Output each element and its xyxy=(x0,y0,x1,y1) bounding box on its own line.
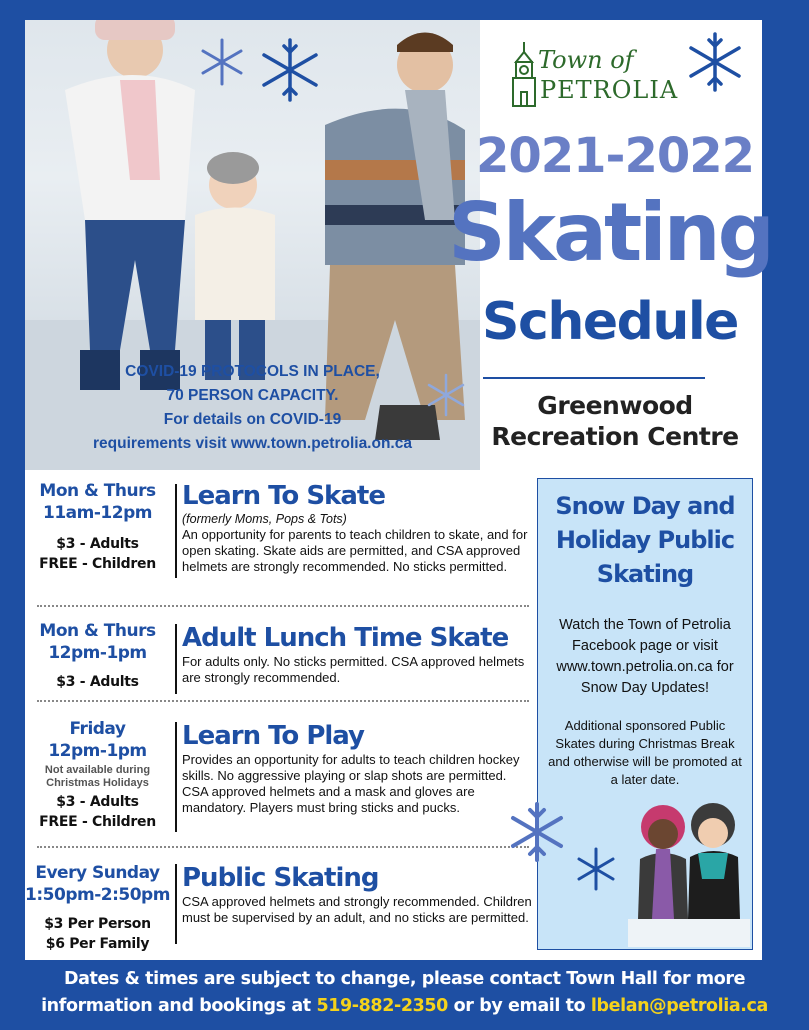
session-price: $3 Per Person xyxy=(44,916,151,932)
session-title: Public Skating xyxy=(182,863,379,893)
session-time: 12pm-1pm xyxy=(48,741,147,761)
vertical-divider xyxy=(175,484,177,578)
session-price: $6 Per Family xyxy=(45,936,150,952)
session-time-block xyxy=(25,480,170,574)
footer-line-1: Dates & times are subject to change, please contact Town Hall for more xyxy=(63,969,746,989)
session-title: Learn To Play xyxy=(182,721,364,751)
town-logo xyxy=(510,40,690,110)
title-sub: Schedule xyxy=(482,292,738,352)
schedule-row xyxy=(25,862,530,962)
covid-line-2: 70 PERSON CAPACITY. xyxy=(166,387,339,404)
snowflake-icon xyxy=(683,30,747,94)
session-subtitle: (formerly Moms, Pops & Tots) xyxy=(182,512,347,526)
town-hall-icon xyxy=(510,40,538,108)
email-address: lbelan@petrolia.ca xyxy=(590,996,768,1016)
snow-day-heading: Snow Day and Holiday Public Skating xyxy=(555,492,735,588)
logo-line-1: Town of xyxy=(538,46,634,74)
session-price: $3 - Adults xyxy=(56,674,139,690)
session-description xyxy=(182,480,532,575)
snow-day-info: Watch the Town of Petrolia Facebook page or visit www.town.petrolia.on.ca for Snow Day Updates! xyxy=(556,617,734,696)
session-time-block xyxy=(25,620,170,692)
session-description xyxy=(182,622,532,686)
session-body: CSA approved helmets and strongly recommended. Children must be supervised by an adult, and no sticks are permitted. xyxy=(182,894,532,925)
season-years: 2021-2022 xyxy=(475,128,755,184)
dotted-separator xyxy=(37,846,529,848)
venue-line-2: Recreation Centre xyxy=(491,422,739,451)
session-title: Learn To Skate xyxy=(182,481,385,511)
vertical-divider xyxy=(175,624,177,694)
session-day: Mon & Thurs xyxy=(39,621,156,641)
logo-line-2: PETROLIA xyxy=(540,76,679,104)
schedule-row xyxy=(25,620,530,700)
covid-notice xyxy=(25,360,480,456)
session-note: Not available during Christmas Holidays xyxy=(44,764,151,789)
footer-notice xyxy=(0,966,809,1020)
session-time-block xyxy=(25,718,170,832)
covid-line-1: COVID-19 PROTOCOLS IN PLACE, xyxy=(125,363,380,380)
session-description xyxy=(182,862,532,926)
session-body: An opportunity for parents to teach children to skate, and for open skating. Skate aids are permitted, and CSA approved helmets are strongly recommended. No sticks permitted. xyxy=(182,527,528,574)
session-time: 12pm-1pm xyxy=(48,643,147,663)
skating-kids-illustration xyxy=(628,789,750,947)
session-day: Every Sunday xyxy=(35,863,160,883)
snowflake-icon xyxy=(197,37,247,87)
snow-day-box xyxy=(537,478,753,950)
title-main: Skating xyxy=(448,186,772,279)
session-day: Friday xyxy=(69,719,126,739)
flyer-content xyxy=(25,20,772,960)
snowflake-icon xyxy=(573,846,619,892)
venue-line-1: Greenwood xyxy=(537,391,693,420)
session-day: Mon & Thurs xyxy=(39,481,156,501)
session-time: 1:50pm-2:50pm xyxy=(25,885,170,905)
vertical-divider xyxy=(175,722,177,832)
schedule-row xyxy=(25,480,530,600)
session-title: Adult Lunch Time Skate xyxy=(182,623,509,653)
dotted-separator xyxy=(37,605,529,607)
footer-line-2-text: information and bookings at xyxy=(41,996,317,1016)
hero-photo xyxy=(25,20,480,470)
footer-line-2 xyxy=(0,993,809,1020)
dotted-separator xyxy=(37,700,529,702)
snowflake-icon xyxy=(423,372,469,418)
covid-line-3: For details on COVID-19 xyxy=(163,411,342,428)
session-time: 11am-12pm xyxy=(43,503,152,523)
snowflake-icon xyxy=(505,800,569,864)
divider xyxy=(483,377,705,379)
session-body: Provides an opportunity for adults to teach children hockey skills. No aggressive playing or slap shots are permitted. CSA approved helmets and a mask and gloves are mandatory. Players must bring sticks and pucks. xyxy=(182,752,520,815)
vertical-divider xyxy=(175,864,177,944)
phone-number: 519-882-2350 xyxy=(316,996,448,1016)
session-time-block xyxy=(25,862,170,954)
session-body: For adults only. No sticks permitted. CSA approved helmets are strongly recommended. xyxy=(182,654,525,685)
sponsored-skates-info: Additional sponsored Public Skates during Christmas Break and otherwise will be promoted at a later date. xyxy=(548,718,742,787)
session-price: FREE - Children xyxy=(39,556,156,572)
footer-line-2-mid: or by email to xyxy=(447,996,591,1016)
session-price: $3 - Adults xyxy=(56,794,139,810)
venue xyxy=(465,390,765,452)
session-price: FREE - Children xyxy=(39,814,156,830)
snowflake-icon xyxy=(257,37,323,103)
session-description xyxy=(182,720,532,816)
schedule-row xyxy=(25,718,530,858)
session-price: $3 - Adults xyxy=(56,536,139,552)
covid-line-4: requirements visit www.town.petrolia.on.ca xyxy=(93,435,412,452)
